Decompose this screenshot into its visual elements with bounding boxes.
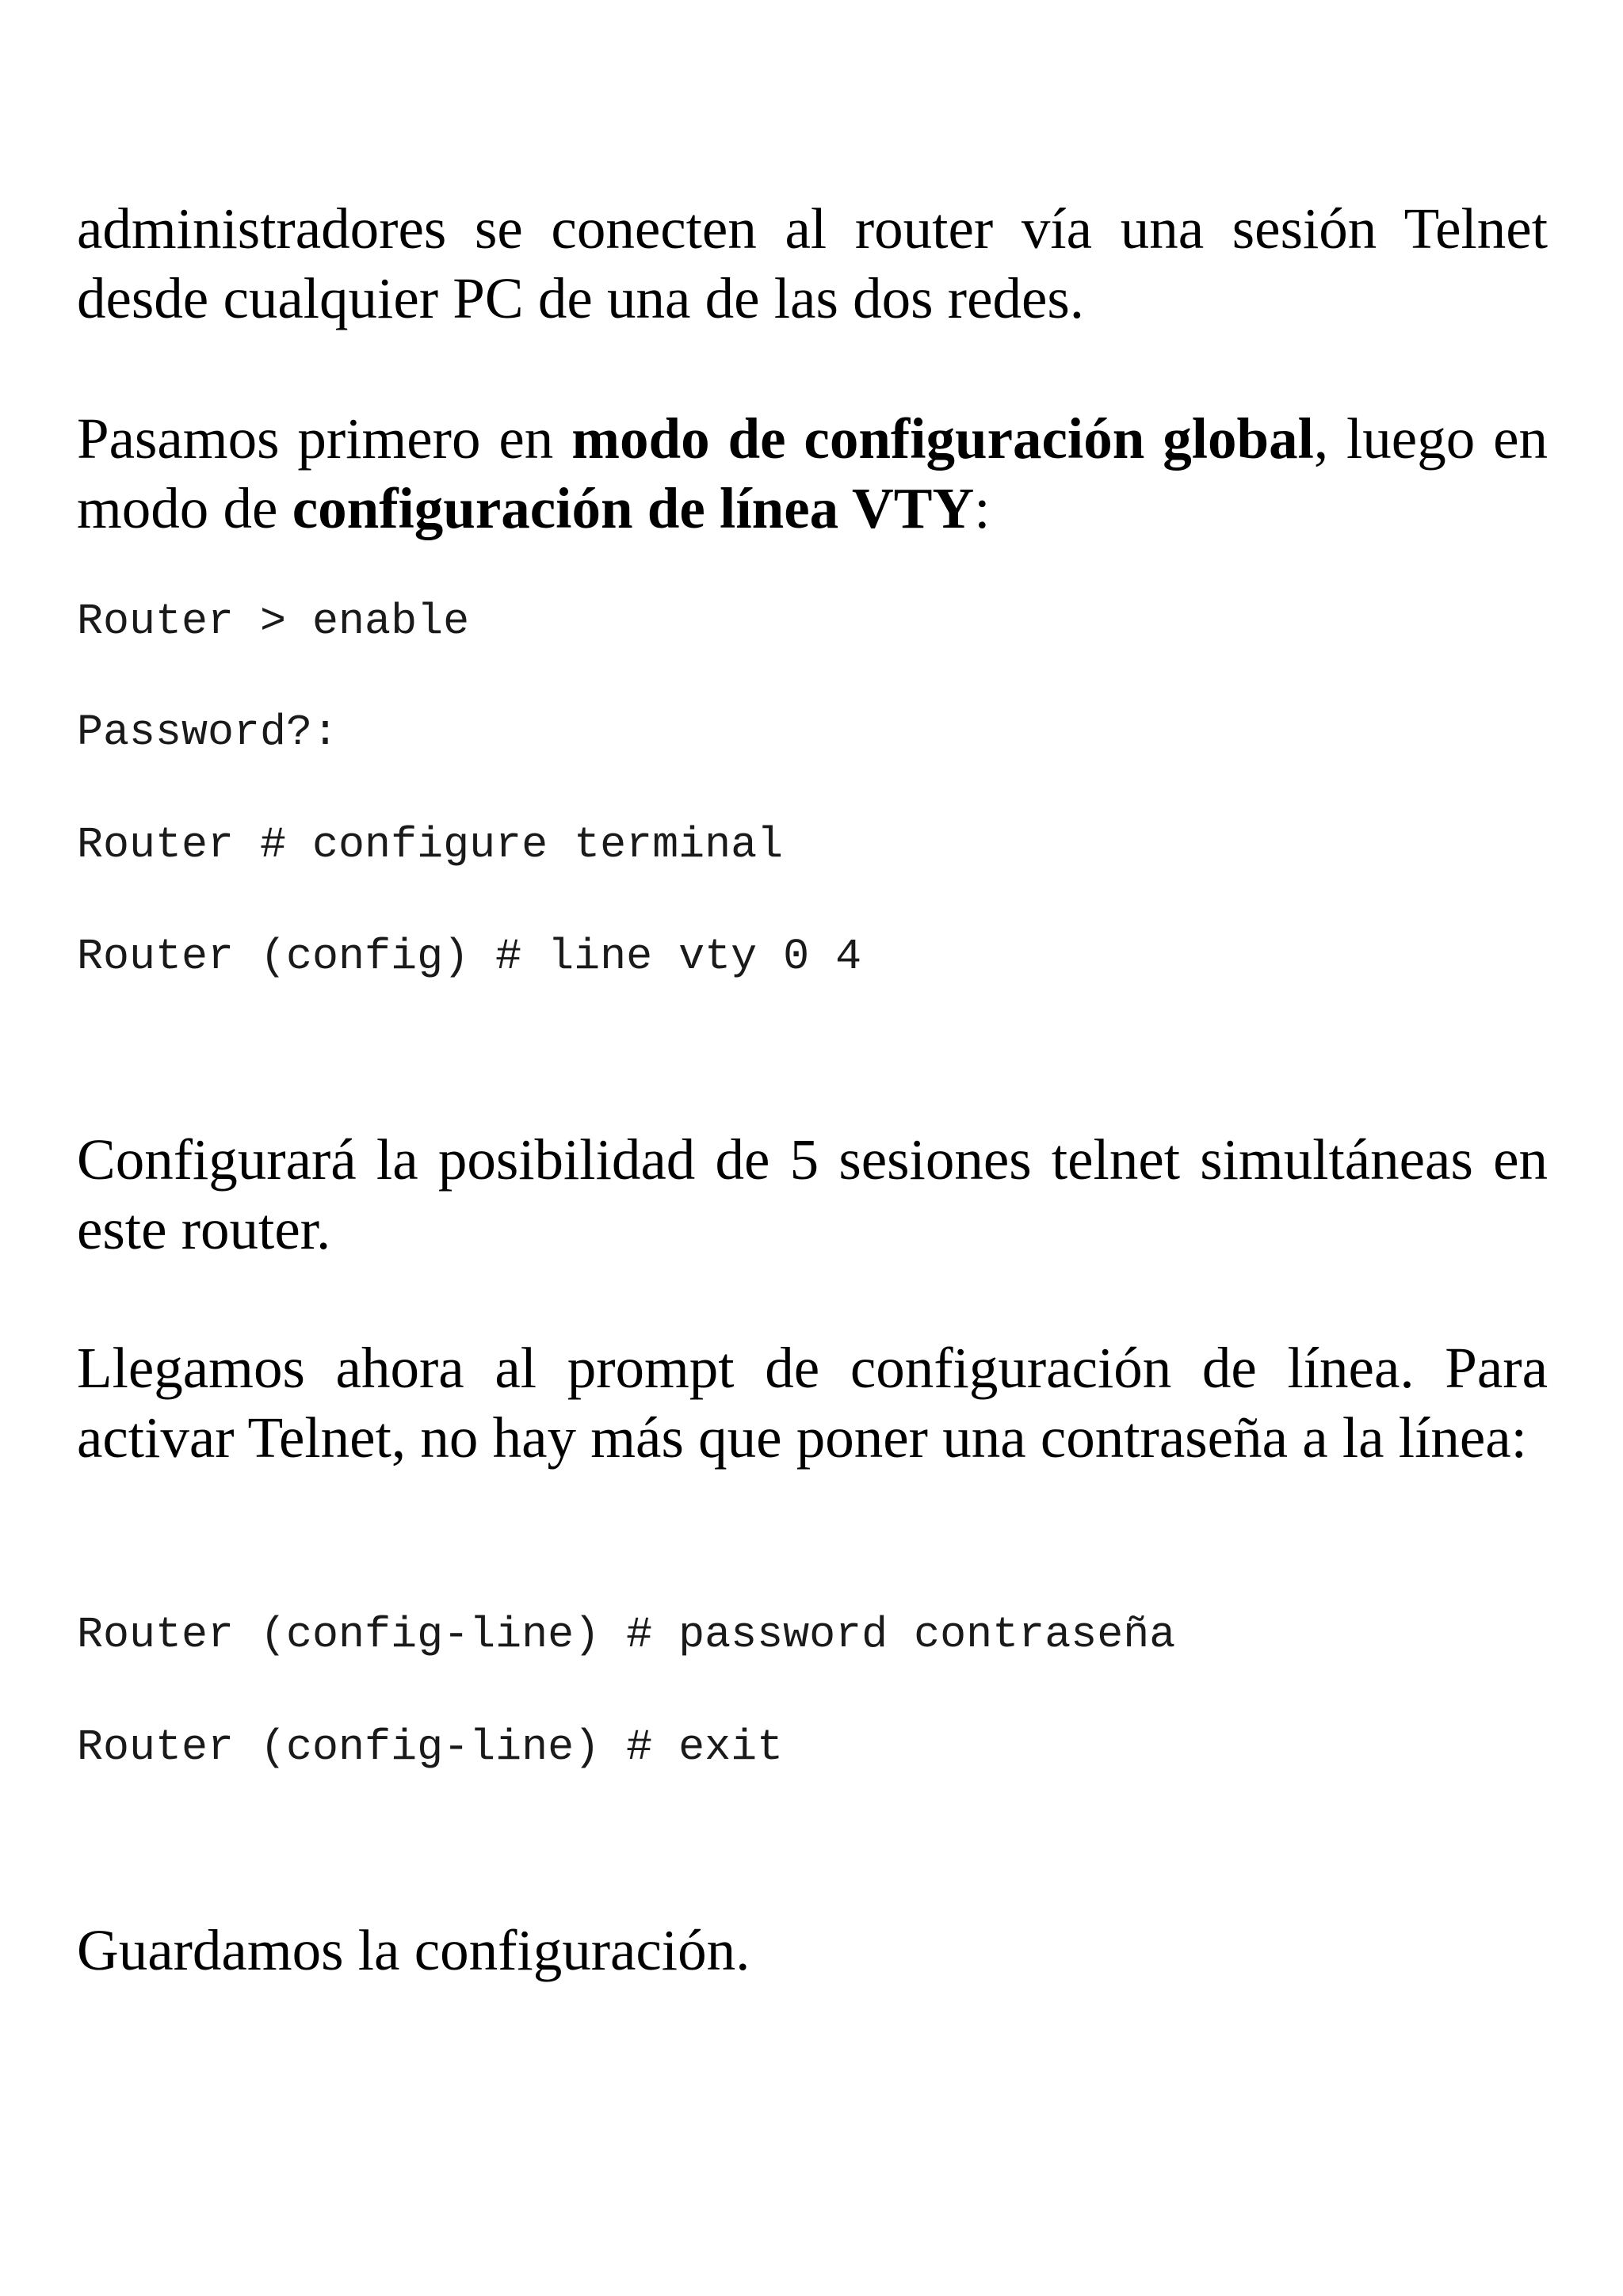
code-line: Router # configure terminal	[77, 820, 784, 870]
document-page	[77, 0, 1548, 2296]
paragraph-save-config: Guardamos la configuración.	[77, 1918, 750, 1982]
text-span: Pasamos primero en	[77, 406, 572, 471]
paragraph-config-modes	[77, 404, 1548, 543]
bold-global-config-mode: modo de configuración global	[571, 406, 1314, 471]
text-span: :	[974, 476, 991, 540]
bold-vty-line-config: configuración de línea VTY	[292, 476, 975, 540]
code-line: Router (config) # line vty 0 4	[77, 932, 862, 982]
paragraph-line-prompt: Llegamos ahora al prompt de configuración de línea. Para activar Telnet, no hay más que poner una contraseña a la línea:	[77, 1336, 1548, 1470]
text-span: , luego en modo de	[77, 406, 1548, 540]
code-line: Password?:	[77, 707, 339, 757]
code-line: Router (config-line) # exit	[77, 1722, 784, 1772]
paragraph-telnet-intro: administradores se conecten al router vía una sesión Telnet desde cualquier PC de una de las dos redes.	[77, 196, 1548, 330]
paragraph-telnet-sessions: Configurará la posibilidad de 5 sesiones telnet simultáneas en este router.	[77, 1127, 1548, 1261]
code-line: Router > enable	[77, 597, 470, 646]
code-line: Router (config-line) # password contraseña	[77, 1610, 1176, 1660]
